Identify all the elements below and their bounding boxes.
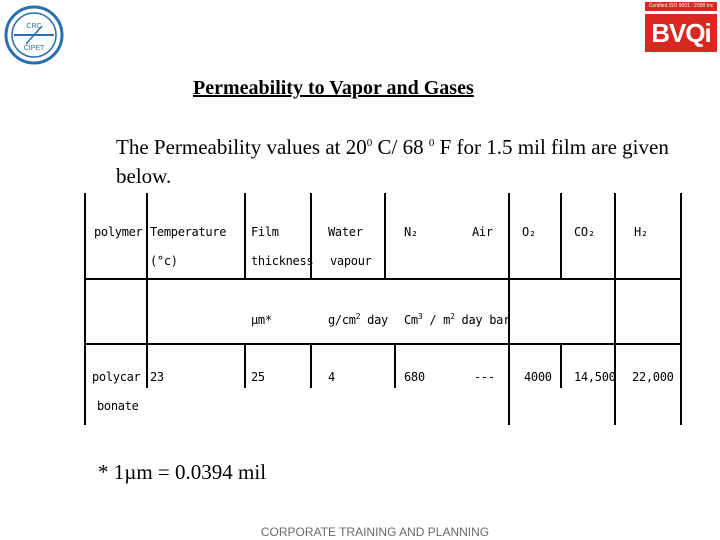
header-water: Water — [328, 225, 363, 239]
row-film: 25 — [251, 370, 265, 384]
unit-gas-mid: / m — [422, 313, 451, 327]
slide-title: Permeability to Vapor and Gases — [193, 77, 474, 99]
header-air: Air — [472, 225, 493, 239]
row-n2: 680 — [404, 370, 425, 384]
table-rule — [84, 343, 682, 345]
unit-gas — [404, 313, 510, 327]
row-water: 4 — [328, 370, 335, 384]
table-rule — [394, 343, 396, 388]
row-temperature: 23 — [150, 370, 164, 384]
bvqi-brand: BVQi — [645, 14, 717, 52]
unit-water-post: day — [360, 313, 388, 327]
table-rule — [244, 343, 246, 388]
header-polymer: polymer — [94, 225, 143, 239]
header-co2: CO₂ — [574, 225, 595, 239]
table-rule — [310, 343, 312, 388]
bvqi-logo — [645, 2, 717, 52]
row-co2: 14,500 — [574, 370, 616, 384]
header-temperature-unit: (°c) — [150, 254, 178, 268]
row-air: --- — [474, 370, 495, 384]
unit-gas-sup1: 3 — [417, 312, 423, 321]
table-rule — [560, 193, 562, 278]
intro-text — [116, 133, 696, 191]
table-rule — [560, 343, 562, 388]
unit-water-pre: g/cm — [328, 313, 356, 327]
row-o2: 4000 — [524, 370, 552, 384]
header-water-vapour: vapour — [330, 254, 372, 268]
unit-water — [328, 313, 388, 327]
row-polymer-cont: bonate — [97, 399, 139, 413]
table-rule — [384, 193, 386, 278]
intro-sup2: 0 — [428, 137, 435, 149]
unit-gas-pre: Cm — [404, 313, 418, 327]
table-rule — [244, 193, 246, 278]
intro-sup1: 0 — [366, 137, 373, 149]
permeability-table — [84, 193, 682, 425]
logo-text-top: CRC — [26, 23, 42, 30]
intro-part1: The Permeability values at 20 — [116, 135, 367, 159]
intro-part2: C/ 68 — [372, 135, 429, 159]
row-h2: 22,000 — [632, 370, 674, 384]
footnote: * 1µm = 0.0394 mil — [98, 460, 267, 484]
header-n2: N₂ — [404, 225, 418, 239]
table-rule — [508, 193, 510, 425]
table-rule — [146, 193, 148, 388]
unit-gas-post: day bar — [454, 313, 511, 327]
header-film-thickness: thickness — [251, 254, 314, 268]
slide-footer: CORPORATE TRAINING AND PLANNING — [260, 525, 490, 539]
table-rule — [680, 193, 682, 425]
table-rule — [84, 193, 86, 425]
header-temperature: Temperature — [150, 225, 227, 239]
cipet-logo — [4, 4, 64, 66]
intro-part3: F for 1.5 mil film are given below. — [116, 135, 669, 188]
logo-text-bottom: CIPET — [23, 45, 45, 52]
header-film: Film — [251, 225, 279, 239]
unit-water-sup: 2 — [355, 312, 361, 321]
unit-film: µm* — [251, 313, 272, 327]
header-o2: O₂ — [522, 225, 536, 239]
header-h2: H₂ — [634, 225, 648, 239]
table-rule — [614, 193, 616, 425]
row-polymer: polycar — [92, 370, 141, 384]
unit-gas-sup2: 2 — [450, 312, 455, 321]
certification-text: Certified ISO 9001 : 2008 Inc — [645, 2, 717, 11]
table-rule — [84, 278, 682, 280]
